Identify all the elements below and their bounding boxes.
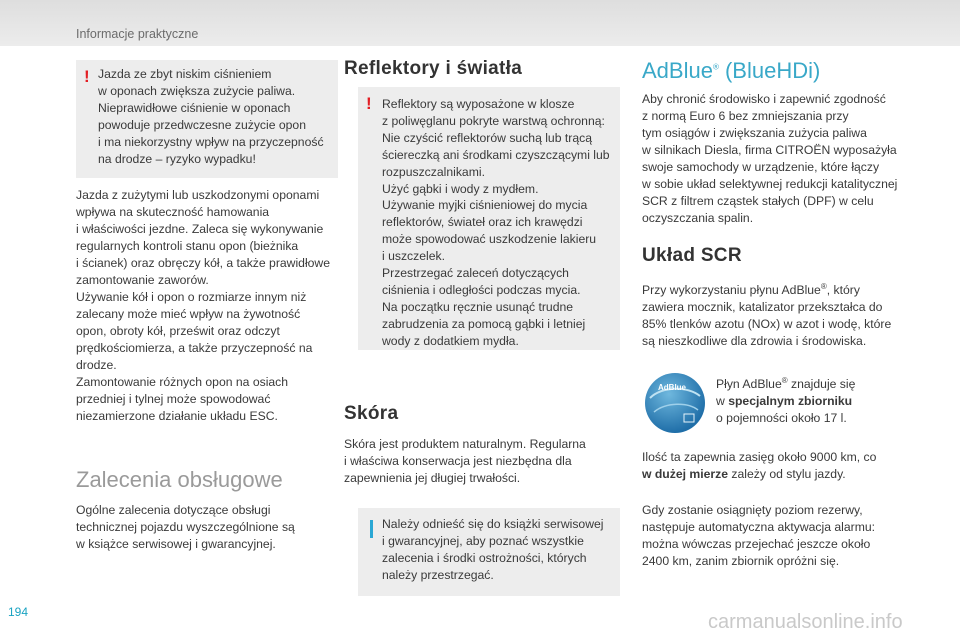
- range-text: Ilość ta zapewnia zasięg około 9000 km, co w dużej mierze zależy od stylu jazdy.: [642, 450, 877, 481]
- adblue-body-text: Aby chronić środowisko i zapewnić zgodność z normą Euro 6 bez zmniejszania przy tym osiągów i zwiększania zużycia paliwa w silnikach Diesla, firma CITROËN wyposażyła swoje samochody w urządzenie, które łączy w sobie układ selektywnej redukcji katalitycznej SCR z filtrem cząstek stałych (DPF) w celu oczyszczania spalin.: [642, 92, 898, 225]
- warning-text: Jazda ze zbyt niskim ciśnieniem w oponach zwiększa zużycie paliwa. Nieprawidłowe ciśnienie w oponach powoduje przedwczesne zużycie opon i ma niekorzystny wpływ na przyczepność na drodze – ryzyko wypadku!: [98, 67, 324, 166]
- tank-text: Płyn AdBlue® znajduje się w specjalnym zbiorniku o pojemności około 17 l.: [716, 376, 856, 426]
- reserve-text: Gdy zostanie osiągnięty poziom rezerwy, następuje automatyczna aktywacja alarmu: można wówczas przejechać jeszcze około 2400 km, zanim zbiornik opróżni się.: [642, 503, 876, 568]
- leather-heading: Skóra: [344, 403, 399, 424]
- page-number: 194: [8, 605, 29, 619]
- page-header: [0, 0, 960, 46]
- leather-body-text: Skóra jest produktem naturalnym. Regularna i właściwa konserwacja jest niezbędna dla zapewnienia jej długiej trwałości.: [344, 437, 586, 485]
- adblue-icon: [644, 372, 706, 434]
- tire-pressure-warning: [76, 60, 338, 178]
- info-icon: [370, 520, 373, 538]
- service-body-text: Ogólne zalecenia dotyczące obsługi technicznej pojazdu wyszczególnione są w książce serwisowej i gwarancyjnej.: [76, 503, 295, 551]
- watermark: carmanualsonline.info: [708, 611, 903, 633]
- warning-icon: !: [84, 67, 90, 86]
- leather-info-text: Należy odnieść się do książki serwisowej i gwarancyjnej, aby poznać wszystkie zalecenia i środki ostrożności, których należy przestrzegać.: [382, 517, 604, 582]
- headlights-warning-text: Reflektory są wyposażone w klosze z poliwęglanu pokryte warstwą ochronną: Nie czyścić reflektorów suchą lub trącą ściereczką ani środkami czyszczącymi lub rozpuszczalnikami. Użyć gąbki i wody z mydłem. Używanie myjki ciśnieniowej do mycia reflektorów, świateł oraz ich krawędzi może spowodować uszkodzenie lakieru i uszczelek. Przestrzegać zaleceń dotyczących ciśnienia i odległości podczas mycia. Na początku ręcznie usunąć trudne zabrudzenia za pomocą gąbki i letniej wody z dodatkiem mydła.: [382, 97, 610, 348]
- scr-body-text: Przy wykorzystaniu płynu AdBlue®, który zawiera mocznik, katalizator przekształca do 85% tlenków azotu (NOx) w azot i wodę, które są nieszkodliwe dla zdrowia i środowiska.: [642, 282, 892, 349]
- headlights-warning: [358, 87, 620, 350]
- adblue-heading: AdBlue® (BlueHDi): [642, 58, 821, 83]
- section-title: Informacje praktyczne: [76, 27, 199, 41]
- tires-body-text: Jazda z zużytymi lub uszkodzonymi oponami wpływa na skuteczność hamowania i właściwości jezdne. Zaleca się wykonywanie regularnych kontroli stanu opon (bieżnika i ścianek) oraz obręczy kół, a także prawidłowe zamontowanie zaworów. Używanie kół i opon o rozmiarze innym niż zalecany może mieć wpływ na żywotność opon, obroty kół, prześwit oraz odczyt prędkościomierza, a także przyczepność na drodze. Zamontowanie różnych opon na osiach przedniej i tylnej może spowodować niezamierzone działanie układu ESC.: [76, 188, 331, 423]
- leather-info-note: [358, 508, 620, 596]
- scr-heading: Układ SCR: [642, 245, 742, 266]
- service-heading: Zalecenia obsługowe: [76, 467, 283, 492]
- warning-icon: !: [366, 94, 372, 113]
- adblue-icon-label: AdBlue: [658, 383, 686, 392]
- lights-heading: Reflektory i światła: [344, 58, 523, 79]
